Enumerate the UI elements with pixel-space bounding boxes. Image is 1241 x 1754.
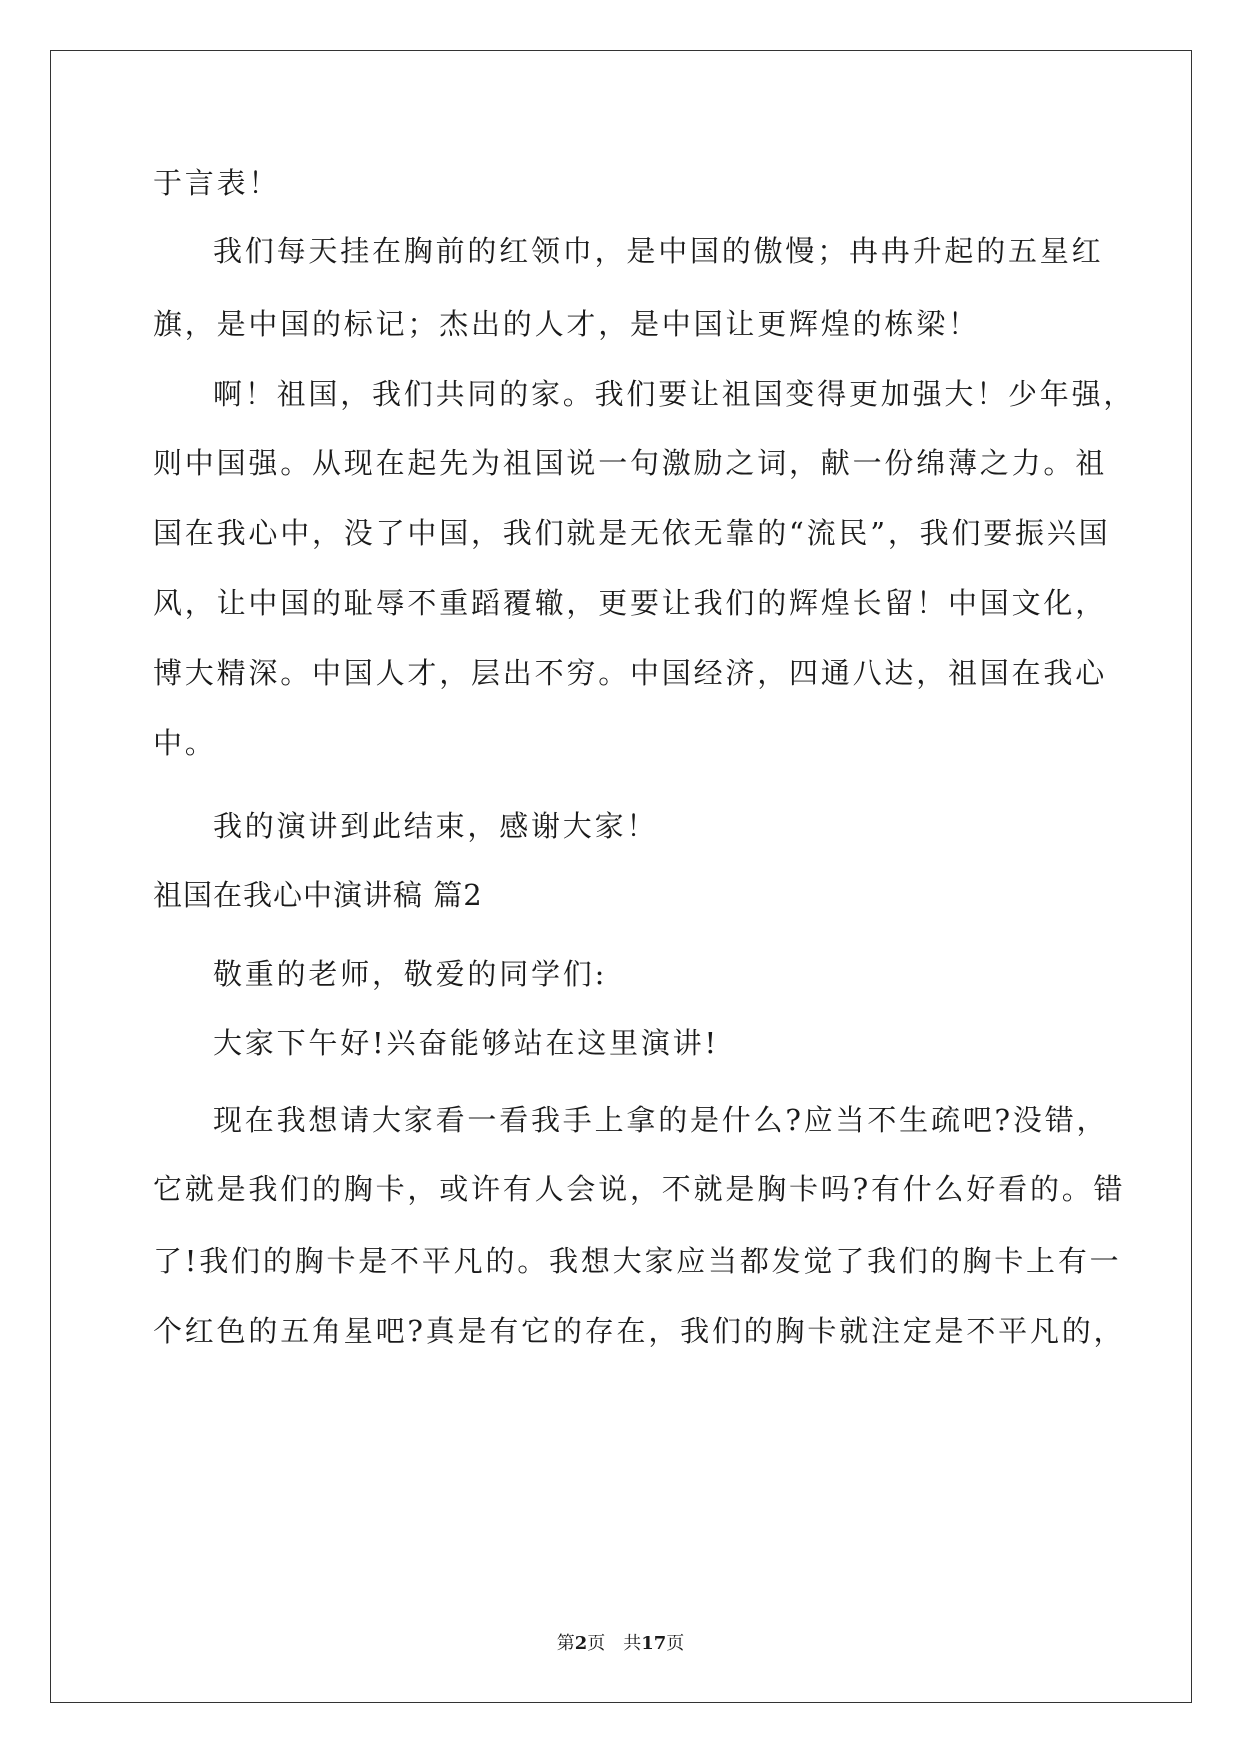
text-line: 风，让中国的耻辱不重蹈覆辙，更要让我们的辉煌长留！中国文化， bbox=[153, 586, 1108, 620]
page-footer bbox=[0, 1632, 1241, 1656]
text-line: 啊！祖国，我们共同的家。我们要让祖国变得更加强大！少年强， bbox=[213, 377, 1136, 411]
text-line: 了!我们的胸卡是不平凡的。我想大家应当都发觉了我们的胸卡上有一 bbox=[153, 1244, 1122, 1278]
text-line: 现在我想请大家看一看我手上拿的是什么?应当不生疏吧?没错， bbox=[213, 1103, 1109, 1137]
text-line: 旗，是中国的标记；杰出的人才，是中国让更辉煌的栋梁！ bbox=[153, 307, 980, 341]
text-line: 我的演讲到此结束，感谢大家！ bbox=[213, 809, 659, 843]
text-line: 中。 bbox=[153, 726, 217, 760]
section-heading: 祖国在我心中演讲稿 篇2 bbox=[153, 878, 483, 912]
text-line: 博大精深。中国人才，层出不穷。中国经济，四通八达，祖国在我心 bbox=[153, 656, 1108, 690]
text-line: 敬重的老师，敬爱的同学们: bbox=[213, 957, 608, 991]
text-line: 则中国强。从现在起先为祖国说一句激励之词，献一份绵薄之力。祖 bbox=[153, 446, 1108, 480]
footer-prefix: 第 bbox=[556, 1633, 575, 1654]
footer-middle: 页 共 bbox=[587, 1633, 642, 1654]
text-line: 于言表！ bbox=[153, 166, 281, 200]
text-line: 个红色的五角星吧?真是有它的存在，我们的胸卡就注定是不平凡的， bbox=[153, 1314, 1126, 1348]
footer-suffix: 页 bbox=[666, 1633, 685, 1654]
current-page-number: 2 bbox=[574, 1633, 588, 1654]
text-line: 我们每天挂在胸前的红领巾，是中国的傲慢；冉冉升起的五星红 bbox=[213, 234, 1104, 268]
text-line: 它就是我们的胸卡，或许有人会说，不就是胸卡吗?有什么好看的。错 bbox=[153, 1172, 1126, 1206]
text-line: 大家下午好!兴奋能够站在这里演讲! bbox=[213, 1026, 719, 1060]
total-page-count: 17 bbox=[641, 1633, 667, 1654]
text-line: 国在我心中，没了中国，我们就是无依无靠的“流民”，我们要振兴国 bbox=[153, 516, 1111, 550]
